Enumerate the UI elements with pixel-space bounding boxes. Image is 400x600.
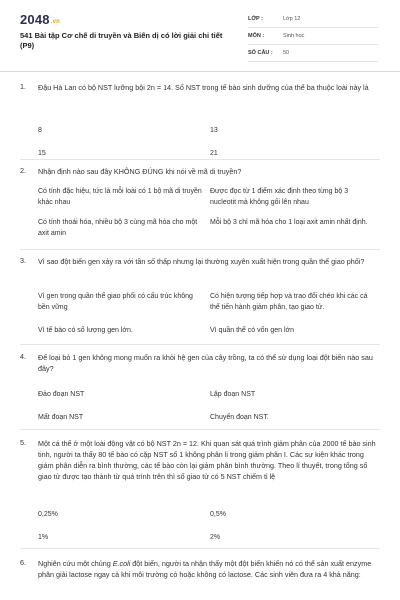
meta-row-class <box>248 13 378 28</box>
question-text <box>38 558 378 580</box>
option-d[interactable]: 2% <box>210 534 221 541</box>
question-number: 3. <box>20 256 26 265</box>
logo-suffix: .vn <box>50 19 61 25</box>
document-meta <box>248 13 378 64</box>
logo-main: 2048 <box>20 12 50 27</box>
question-divider <box>20 429 380 430</box>
option-d[interactable]: 21 <box>210 150 218 157</box>
question-text: Vì sao đột biến gen xảy ra với tần số thấp nhưng lại thường xuyên xuất hiện trong quần thể giao phối? <box>38 257 365 266</box>
option-d[interactable]: Vì quần thể có vốn gen lớn <box>210 327 294 334</box>
option-b[interactable]: Được đọc từ 1 điểm xác định theo từng bộ 3 nucleotit mà không gối lên nhau <box>210 188 349 206</box>
question-text-part: đột biến, người ta nhận thấy một đột biến khiến nó có thể sản xuất enzyme phân giải lactose ngay cả khi môi trường có hoặc không có lactose. Các sinh viên đưa ra 4 khả năng: <box>38 559 372 579</box>
option-a[interactable]: Có tính đặc hiệu, tức là mỗi loài có 1 bộ mã di truyền khác nhau <box>38 188 202 206</box>
organism-name: E.coli <box>112 559 131 568</box>
question-text: Một cá thể ở một loài động vật có bộ NST 2n = 12. Khi quan sát quá trình giảm phân của 2000 tế bào sinh tinh, người ta thấy 80 tế bào có cặp NST số 1 không phân li trong giảm phân I. Các sự kiện khác trong giảm phân diễn ra bình thường, các tế bào còn lại giảm phân bình thường. Theo lí thuyết, trong tổng số giao tử được tạo thành từ quá trình trên thì số giao tử có 5 NST chiếm tỉ lệ <box>38 439 376 481</box>
meta-row-subject <box>248 30 378 45</box>
question-number: 6. <box>20 558 26 567</box>
meta-value-count: 50 <box>283 50 290 56</box>
meta-key-class: LỚP : <box>248 16 263 22</box>
option-a[interactable]: 8 <box>38 127 42 134</box>
question-divider <box>20 249 380 250</box>
site-logo[interactable] <box>20 12 60 27</box>
meta-key-count: SỐ CÂU : <box>248 50 273 56</box>
question-text: Để loại bỏ 1 gen không mong muốn ra khỏi hệ gen của cây trồng, ta có thể sử dụng loại đột biến nào sau đây? <box>38 353 373 373</box>
question-number: 4. <box>20 352 26 361</box>
meta-value-subject: Sinh học <box>283 33 305 39</box>
option-b[interactable]: Có hiện tượng tiếp hợp và trao đổi chéo khi các cá thể tiến hành giảm phân, tạo giao tử. <box>210 293 368 311</box>
question-number: 1. <box>20 82 26 91</box>
option-c[interactable]: Mất đoạn NST <box>38 414 84 421</box>
document-title: 541 Bài tập Cơ chế di truyền và Biến dị có lời giải chi tiết (P9) <box>20 31 223 50</box>
option-d[interactable]: Chuyển đoạn NST. <box>210 414 269 421</box>
page-header <box>0 0 400 72</box>
option-c[interactable]: Vì tế bào có số lượng gen lớn. <box>38 327 133 334</box>
option-d[interactable]: Mỗi bộ 3 chỉ mã hóa cho 1 loại axit amin nhất định. <box>210 219 368 226</box>
option-c[interactable]: 15 <box>38 150 46 157</box>
option-b[interactable]: Lặp đoạn NST <box>210 391 256 398</box>
option-a[interactable]: 0,25% <box>38 511 58 518</box>
option-a[interactable]: Đảo đoạn NST <box>38 391 85 398</box>
meta-value-class: Lớp 12 <box>283 16 301 22</box>
question-divider <box>20 159 380 160</box>
meta-key-subject: MÔN : <box>248 33 265 39</box>
question-divider <box>20 548 380 549</box>
question-number: 5. <box>20 438 26 447</box>
meta-row-count <box>248 47 378 62</box>
option-c[interactable]: 1% <box>38 534 49 541</box>
option-a[interactable]: Vì gen trong quần thể giao phối có cấu trúc không bền vững <box>38 293 193 311</box>
question-text: Nhận định nào sau đây KHÔNG ĐÚNG khi nói về mã di truyền? <box>38 167 242 176</box>
option-c[interactable]: Có tính thoái hóa, nhiều bộ 3 cùng mã hóa cho một axit amin <box>38 219 198 237</box>
option-b[interactable]: 0,5% <box>210 511 226 518</box>
question-number: 2. <box>20 166 26 175</box>
option-b[interactable]: 13 <box>210 127 218 134</box>
question-text-part: Nghiên cứu một chủng <box>38 559 113 568</box>
question-text: Đậu Hà Lan có bộ NST lưỡng bội 2n = 14. Số NST trong tế bào sinh dưỡng của thể ba thuộc loài này là <box>38 83 369 92</box>
question-divider <box>20 344 380 345</box>
